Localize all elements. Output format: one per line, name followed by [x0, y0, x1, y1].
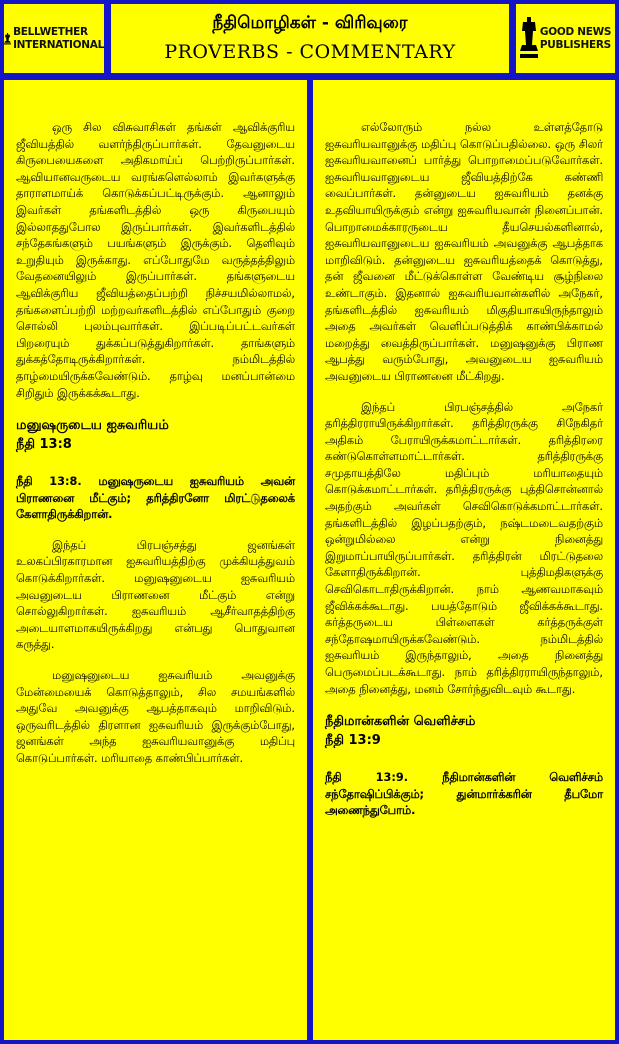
section-heading-title: மனுஷருடைய ஐசுவரியம் [16, 418, 169, 434]
good-news-logo [516, 4, 615, 73]
logo-line-2: INTERNATIONAL [13, 38, 104, 51]
section-heading [16, 416, 295, 454]
verse-text: நீதி 13:8. மனுஷருடைய ஐசுவரியம் அவன் பிராணனை மீட்கும்; தரித்திரனோ மிரட்டுதலைக் கேளாதிருக்கிறான். [16, 475, 295, 522]
bellwether-logo-icon [4, 17, 11, 61]
logo-line-1: BELLWETHER [13, 25, 88, 38]
paragraph: எல்லோரும் நல்ல உள்ளத்தோடு ஐசுவரியவானுக்கு மதிப்பு கொடுப்பதில்லை. ஒரு சிலர் ஐசுவரியவானைப் பார்த்து பொறாமைப்படுவோர்கள். ஐசுவரியவானுடைய ஜீவியத்திற்கே கண்ணி வைப்பார்கள். தன்னுடைய ஐசுவரியம் தனக்கு உதவியாயிருக்கும் என்று ஐசுவரியவான் நினைப்பான். பொறாமைக்காரருடைய தீயசெயல்களினால், ஐசுவரியவானுடைய ஐசுவரியம் அவனுக்கு ஆபத்தாக மாறிவிடும். தன்னுடைய ஐசுவரியத்தைக் கொடுத்து, தன் ஜீவனை மீட்டுக்கொள்ள வேண்டிய சூழ்நிலை உண்டாகும். இதனால் ஐசுவரியவான்களில் அநேகர், தங்களிடத்தில் ஐசுவரியம் மிகுதியாகயிருந்தாலும் அதை அவர்கள் வெளிப்படுத்திக் காண்பிக்காமல் மறைத்து வைத்திருப்பார்கள். மனுஷனுக்கு பிராண ஆபத்து வரும்போது, அவனுடைய ஐசுவரியம் அவனுடைய பிராணனை மீட்கிறது. [325, 121, 603, 383]
paragraph: இந்தப் பிரபஞ்சத்தில் அநேகர் தரித்திரராயிருக்கிறார்கள். தரித்திரருக்கு சிநேகிதர் அதிகம் பேராயிருக்கமாட்டார்கள். தரித்திரரை கண்டுகொள்ளமாட்டார்கள். தரித்திரருக்கு சமுதாயத்திலே மதிப்பும் மரியாதையும் கொடுக்கமாட்டார்கள். தரித்திரருக்கு புத்திசொன்னால் அதற்கும் அவர்கள் செவிகொடுக்கமாட்டார்கள். தங்களிடத்தில் இழப்பதற்கும், நஷ்டமடைவதற்கும் ஒன்றுமில்லை என்று நினைத்து இறுமாப்பாயிருப்பார்கள். தரித்திரன் மிரட்டுதலை கேளாதிருக்கிறான். புத்திமதிகளுக்கு செவிகொடாதிருக்கிறான். நாம் ஆணவமாகவும் ஜீவிக்கக்கூடாது. பயத்தோடும் ஜீவிக்கக்கூடாது. கர்த்தருடைய பிள்ளைகள் கர்த்தருக்குள் சந்தோஷமாயிருக்கவேண்டும். நம்மிடத்தில் ஐசுவரியம் இருந்தாலும், அதை நினைத்து பெருமைப்படக்கூடாது. நாம் தரித்திரராயிருந்தாலும், அதை நினைத்து, மனம் சோர்ந்துவிடவும் கூடாது. [325, 400, 603, 696]
section-heading-ref: நீதி 13:9 [325, 733, 381, 749]
logo-line-2: PUBLISHERS [539, 38, 611, 51]
page-header [111, 4, 509, 73]
verse-text: நீதி 13:9. நீதிமான்களின் வெளிச்சம் சந்தோஷிப்பிக்கும்; துன்மார்க்கரின் தீபமோ அணைந்துபோம். [325, 771, 603, 818]
title-english: PROVERBS - COMMENTARY [164, 41, 456, 63]
good-news-logo-icon [520, 17, 538, 61]
paragraph: மனுஷனுடைய ஐசுவரியம் அவனுக்கு மேன்மையைக் கொடுத்தாலும், சில சமயங்களில் அதுவே அவனுக்கு ஆபத்தாகவும் மாறிவிடும். ஒருவரிடத்தில் திரளான ஐசுவரியம் இருக்கும்போது, ஜனங்கள் அந்த ஐசுவரியவானுக்கு மதிப்பு கொடுப்பார்கள். மரியாதை காண்பிப்பார்கள். [16, 669, 295, 765]
section-heading [325, 712, 603, 750]
right-column [313, 80, 615, 1040]
left-column [4, 80, 307, 1040]
paragraph: ஒரு சில விசுவாசிகள் தங்கள் ஆவிக்குரிய ஜீவியத்தில் வளர்ந்திருப்பார்கள். தேவனுடைய கிருபையைகளை அதிகமாய்ப் பெற்றிருப்பார்கள். ஆவியானவருடைய வரங்களெல்லாம் இவர்களுக்கு தாராளமாய்க் கொடுக்கப்பட்டிருக்கும். ஆனாலும் இவர்கள் தங்களிடத்தில் ஒரு கிருபையும் இல்லாததுபோல இருப்பார்கள். இவர்களிடத்தில் சந்தேகங்களும் பயங்களும் இருக்கும். தெளிவும் உறுதியும் இருக்காது. எப்போதுமே வருத்தத்திலும் வேதனையிலும் இருப்பார்கள். தங்களுடைய ஆவிக்குரிய ஜீவியத்தைப்பற்றி நிச்சயமில்லாமல், தங்களைப்பற்றி மற்றவர்களிடத்தில் எப்போதும் குறை சொல்லி புலம்புவார்கள். இப்படிப்பட்டவர்கள் பிறரையும் துக்கப்படுத்துகிறார்கள். தாங்களும் துக்கத்தோடிருக்கிறார்கள். நம்மிடத்தில் தாழ்மையிருக்கவேண்டும். தாழ்வு மனப்பான்மை சிறிதும் இருக்கக்கூடாது. [16, 121, 295, 400]
logo-line-1: GOOD NEWS [539, 25, 612, 38]
bellwether-logo [4, 4, 104, 73]
paragraph: இந்தப் பிரபஞ்சத்து ஜனங்கள் உலகப்பிரகாரமான ஐசுவரியத்திற்கு முக்கியத்துவம் கொடுக்கிறார்கள். மனுஷனுடைய ஐசுவரியம் அவனுடைய பிராணனை மீட்கும் என்று சொல்லுகிறார்கள். ஐசுவரியம் ஆசீர்வாதத்திற்கு அடையாளமாகயிருக்கிறது என்பது பொதுவான கருத்து. [16, 538, 295, 652]
section-heading-title: நீதிமான்களின் வெளிச்சம் [325, 714, 476, 730]
section-heading-ref: நீதி 13:8 [16, 437, 72, 453]
title-tamil: நீதிமொழிகள் - விரிவுரை [212, 13, 408, 33]
